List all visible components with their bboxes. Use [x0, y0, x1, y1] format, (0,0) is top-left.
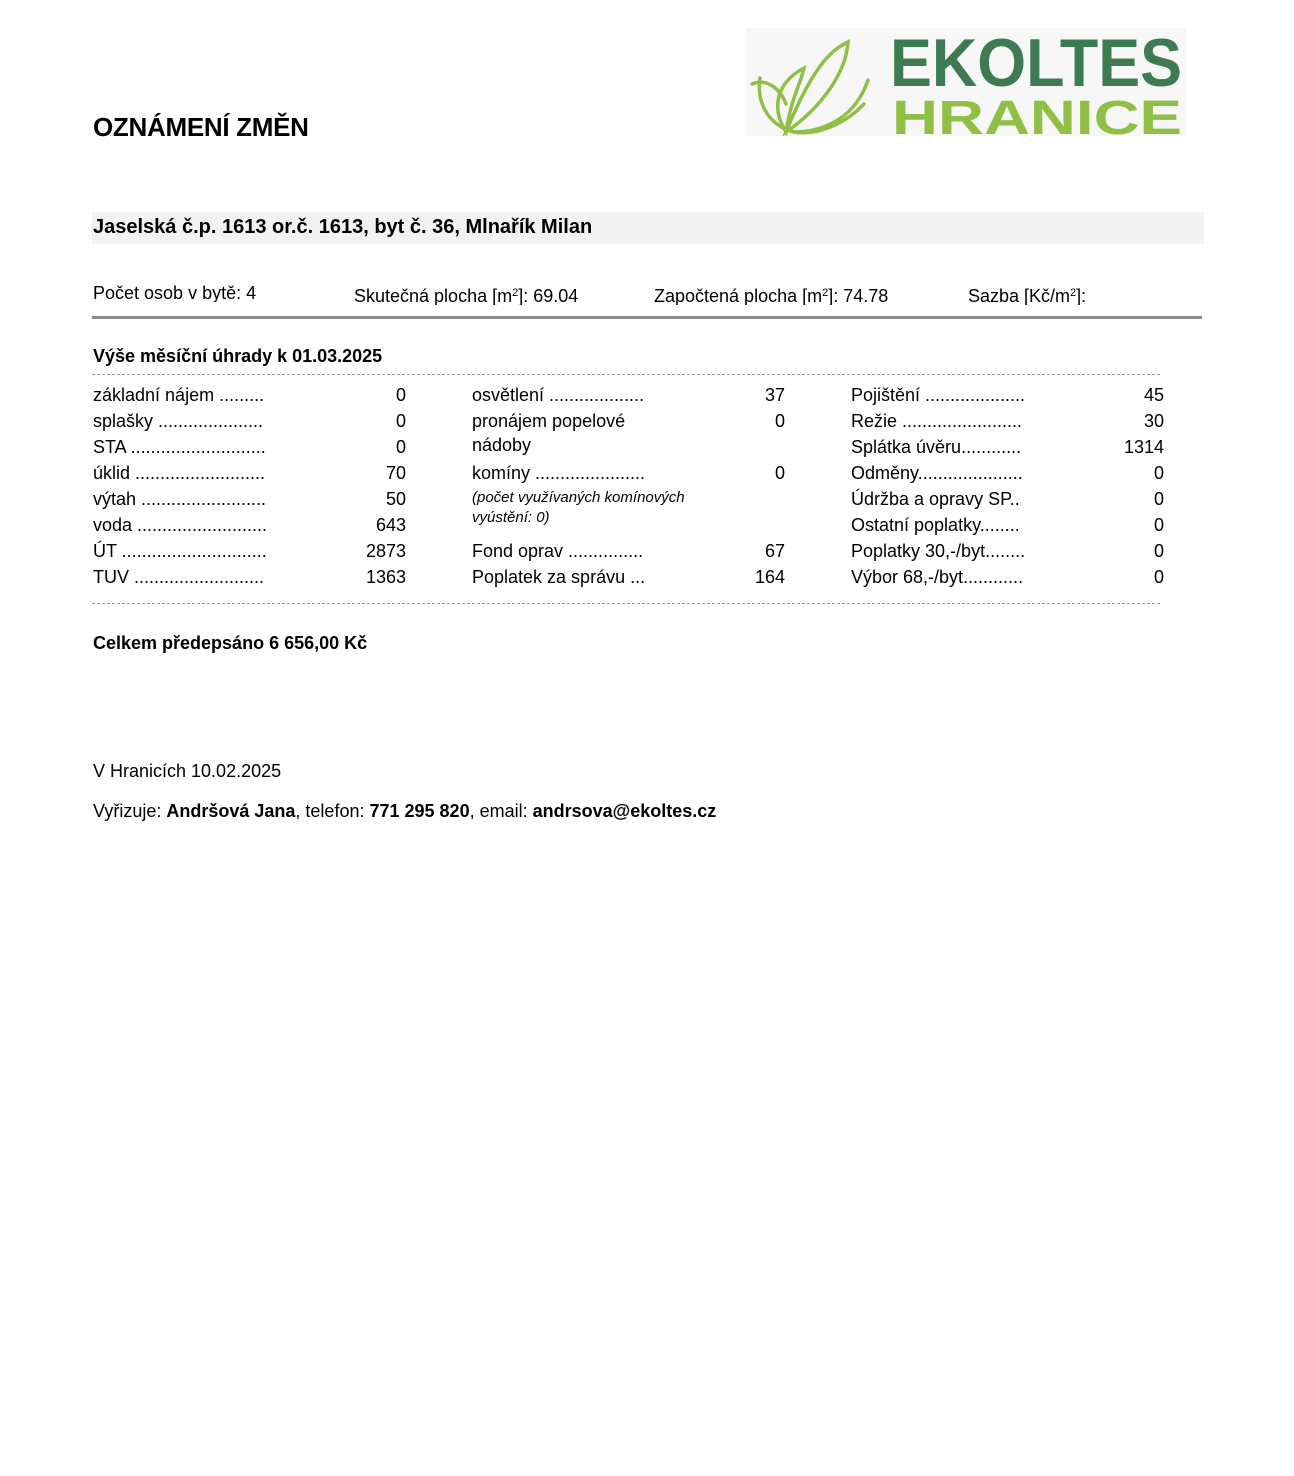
fee-value: 643 [375, 515, 406, 535]
fee-value: 30 [1143, 411, 1164, 431]
page-title: OZNÁMENÍ ZMĚN [93, 112, 309, 142]
chimney-note: (počet využívaných komínových vyústění: 0) [472, 489, 685, 526]
fee-label: Výbor 68,-/byt............ [851, 567, 1024, 587]
fee-label: Údržba a opravy SP.. [851, 489, 1020, 509]
fee-label: Poplatky 30,-/byt........ [851, 541, 1026, 561]
fee-value: 0 [1153, 515, 1164, 535]
fee-value: 1363 [365, 567, 406, 587]
fee-label: Ostatní poplatky........ [851, 515, 1020, 535]
fee-label: STA ........................... [93, 437, 266, 457]
fee-value: 67 [764, 541, 785, 561]
fee-value: 0 [395, 411, 406, 431]
divider [92, 316, 1202, 319]
counted-area: Započtená plocha $[m^2]$: 74.78 [654, 286, 889, 305]
fee-value: 0 [774, 463, 785, 483]
rate-per-m2: Sazba $[Kč/m^2]$: [968, 286, 1087, 305]
fee-value: 2873 [365, 541, 406, 561]
fee-label: pronájem popelové [472, 411, 626, 431]
fee-value: 0 [774, 411, 785, 431]
fee-label: ÚT ............................. [93, 541, 267, 561]
fee-label: osvětlení ................... [472, 385, 645, 405]
fee-value: 164 [754, 567, 785, 587]
fee-label: nádoby [472, 435, 532, 455]
contact-line: Vyřizuje: Andršová Jana, telefon: 771 295 820, email: andrsova@ekoltes.cz [93, 801, 717, 821]
fee-value: 0 [1153, 567, 1164, 587]
contact-name: Andršová Jana [166, 801, 296, 821]
logo-line2: HRANICE [892, 92, 1182, 136]
contact-email: andrsova@ekoltes.cz [532, 801, 717, 821]
fee-value: 1314 [1123, 437, 1164, 457]
fee-label: Fond oprav ............... [472, 541, 644, 561]
persons-count: Počet osob v bytě: 4 [93, 283, 257, 302]
fee-label: Odměny..................... [851, 463, 1023, 483]
divider [92, 374, 1160, 375]
fee-value: 0 [1153, 541, 1164, 561]
fee-value: 0 [1153, 489, 1164, 509]
contact-phone: 771 295 820 [369, 801, 470, 821]
fee-value: 50 [385, 489, 406, 509]
fee-value: 0 [395, 385, 406, 405]
monthly-payment-title: Výše měsíční úhrady k 01.03.2025 [93, 346, 383, 366]
fee-label: TUV .......................... [93, 567, 265, 587]
apartment-address: Jaselská č.p. 1613 or.č. 1613, byt č. 36, Mlnařík Milan [93, 216, 593, 238]
fee-value: 45 [1143, 385, 1164, 405]
fee-value: 0 [395, 437, 406, 457]
fee-value: 70 [385, 463, 406, 483]
fee-value: 0 [1153, 463, 1164, 483]
place-date: V Hranicích 10.02.2025 [93, 761, 282, 781]
fee-label: základní nájem ......... [93, 385, 265, 405]
company-logo [746, 28, 1186, 136]
fee-label: Pojištění .................... [851, 385, 1026, 405]
fee-label: Splátka úvěru............ [851, 437, 1022, 457]
fee-label: voda .......................... [93, 515, 268, 535]
fee-label: Režie ........................ [851, 411, 1023, 431]
logo-line1: EKOLTES [890, 28, 1182, 101]
real-area: Skutečná plocha $[m^2]$: 69.04 [354, 286, 579, 305]
fee-label: výtah ......................... [93, 489, 267, 509]
fee-label: komíny ...................... [472, 463, 646, 483]
divider [92, 603, 1160, 604]
fee-label: úklid .......................... [93, 463, 266, 483]
fee-label: splašky ..................... [93, 411, 264, 431]
fee-label: Poplatek za správu ... [472, 567, 646, 587]
fee-value: 37 [764, 385, 785, 405]
total-prescribed: Celkem předepsáno 6 656,00 Kč [93, 633, 368, 653]
